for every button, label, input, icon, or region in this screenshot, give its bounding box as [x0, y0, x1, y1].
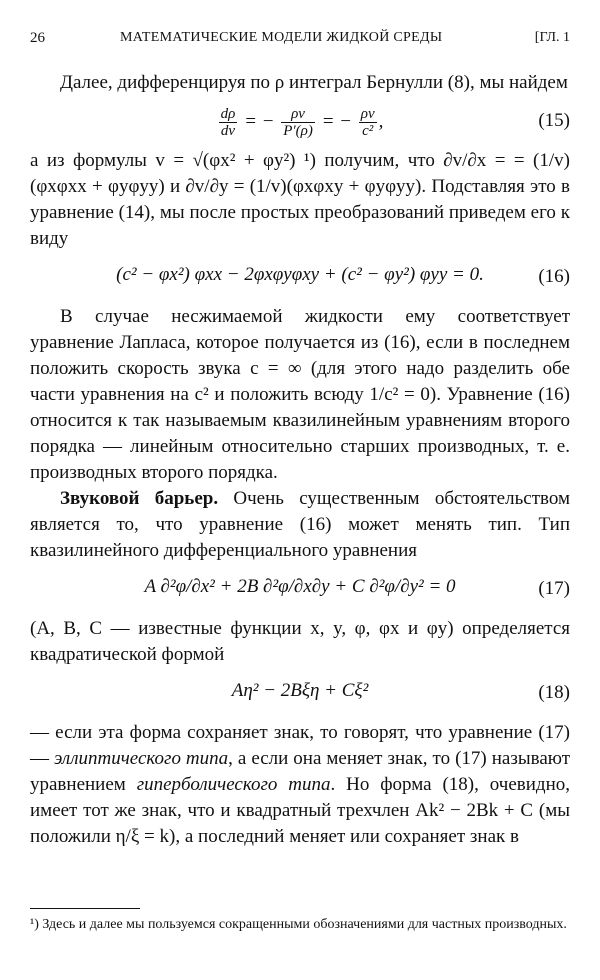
equation-18: [30, 672, 570, 716]
paragraph-2: а из формулы v = √(φx² + φy²) ¹) получим, что ∂v/∂x = = (1/v)(φxφxx + φyφyy) и ∂v/∂y = (1/v)(φxφxy + φyφyy). Подставляя это в уравнение (14), мы после простых преобразований приведем его к виду: [30, 150, 570, 249]
fraction: $\frac{\rho v}{P'(\rho)}$: [283, 106, 313, 139]
equation-number: (15): [538, 110, 570, 131]
equation-number: (16): [538, 266, 570, 287]
page-number: 26: [30, 30, 45, 46]
running-title: МАТЕМАТИЧЕСКИЕ МОДЕЛИ ЖИДКОЙ СРЕДЫ: [120, 30, 443, 45]
paragraph-6: — если эта форма сохраняет знак, то говорят, что уравнение (17) — эллиптического типа, а если она меняет знак, то (17) называют уравнением гиперболического типа. Но форма (18), очевидно, имеет тот же знак, что и квадратный трехчлен Ak² − 2Bk + C (мы положили η/ξ = k), а последний меняет или сохраняет знак в: [30, 722, 570, 847]
page-header: [30, 30, 570, 50]
paragraph-3: В случае несжимаемой жидкости ему соответствует уравнение Лапласа, которое получается из (16), если в последнем положить скорость звука c = ∞ (для этого надо разделить обе части уравнения на c² и положить всюду 1/c² = 0). Уравнение (16) относится к так называемым квазилинейным уравнениям второго порядка — линейным относительно старших производных, т. е. производных второго порядка.: [30, 306, 570, 483]
equation-number: (17): [538, 578, 570, 599]
equation-16-formula: (c² − φx²) φxx − 2φxφyφxy + (c² − φy²) φyy = 0.: [116, 264, 484, 285]
page-body: [30, 70, 570, 850]
equation-18-formula: Aη² − 2Bξη + Cξ²: [231, 680, 369, 701]
equation-15-formula: $\frac{d\rho}{dv}$ = − $\frac{\rho v}{P'(\rho)}$ = − $\frac{\rho v}{\text{c²}}$ ,: [220, 106, 384, 139]
section-heading: Звуковой барьер.: [60, 488, 219, 509]
equation-17-formula: A ∂²φ/∂x² + 2B ∂²φ/∂x∂y + C ∂²φ/∂y² = 0: [144, 576, 456, 597]
paragraph-5: (A, B, C — известные функции x, y, φ, φx и φy) определяется квадратической формой: [30, 618, 570, 665]
fraction: $\frac{d\rho}{dv}$: [220, 106, 236, 139]
equation-number: (18): [538, 682, 570, 703]
chapter-label: [ГЛ. 1: [534, 30, 570, 45]
equation-16: [30, 256, 570, 300]
footnote-divider: [30, 908, 140, 909]
fraction: $\frac{\rho v}{\text{c²}}$: [360, 106, 375, 139]
equation-15: [30, 100, 570, 144]
equation-17: [30, 568, 570, 612]
footnote: ¹) Здесь и далее мы пользуемся сокращенными обозначениями для частных производных.: [30, 917, 567, 932]
paragraph-1: Далее, дифференцируя по ρ интеграл Бернулли (8), мы найдем: [60, 72, 568, 93]
paragraph-4: Звуковой барьер. Очень существенным обстоятельством является то, что уравнение (16) может менять тип. Тип квазилинейного дифференциального уравнения: [30, 488, 570, 561]
